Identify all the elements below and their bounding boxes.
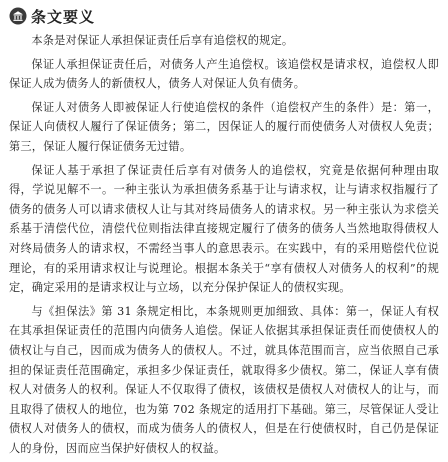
building-icon bbox=[9, 7, 27, 25]
section-title: 条文要义 bbox=[31, 7, 96, 26]
paragraph: 保证人基于承担了保证责任后享有对债务人的追偿权，究竟是依据何种理由取得，学说见解不一。一种主张认为承担债务系基于让与请求权，让与请求权指履行了债务的债务人可以请求债权人让与其对终局债务人的请求权。另一种主张认为求偿关系基于清偿代位，清偿代位则指法律直接规定履行了债务的债务人当然地取得债权人对终局债务人的请求权，不需经当事人的意思表示。在实践中，有的采用赔偿代位说理论，有的采用请求权让与说理论。根据本条关于“享有债权人对债务人的权利”的规定，确定采用的是请求权让与立场，以充分保护保证人的债权实现。 bbox=[9, 163, 439, 295]
paragraph: 本条是对保证人承担保证责任后享有追偿权的规定。 bbox=[31, 34, 294, 47]
paragraph: 与《担保法》第 31 条规定相比，本条规则更加细致、具体：第一，保证人有权在其承担保证责任的范围内向债务人追偿。保证人依据其承担保证责任而使债权人的债权让与自己，因而成为债务人的债权人。不过，就具体范围而言，应当依照自己承担的保证责任范围确定，承担多少保证责任，就取得多少债权。第二，保证人享有债权人对债务人的权利。保证人不仅取得了债权，该债权是债权人对债权人的让与，而且取得了债权人的地位，也为第 702 条规定的适用打下基础。第三，尽管保证人受让债权人对债务人的债权，而成为债务人的债权人，但是在行使债权时，自己仍是保证人的身份，因而应当保护好债权人的权益。 bbox=[9, 304, 439, 455]
section-heading bbox=[9, 5, 439, 27]
article-body bbox=[9, 31, 439, 458]
paragraph: 保证人承担保证责任后，对债务人产生追偿权。该追偿权是请求权，追偿权人即保证人成为债务人的新债权人，债务人对保证人负有债务。 bbox=[9, 57, 439, 91]
paragraph: 保证人对债务人即被保证人行使追偿权的条件（追偿权产生的条件）是：第一，保证人向债权人履行了保证债务；第二，因保证人的履行而使债务人对债权人免责；第三，保证人履行保证债务无过错。 bbox=[9, 100, 439, 153]
